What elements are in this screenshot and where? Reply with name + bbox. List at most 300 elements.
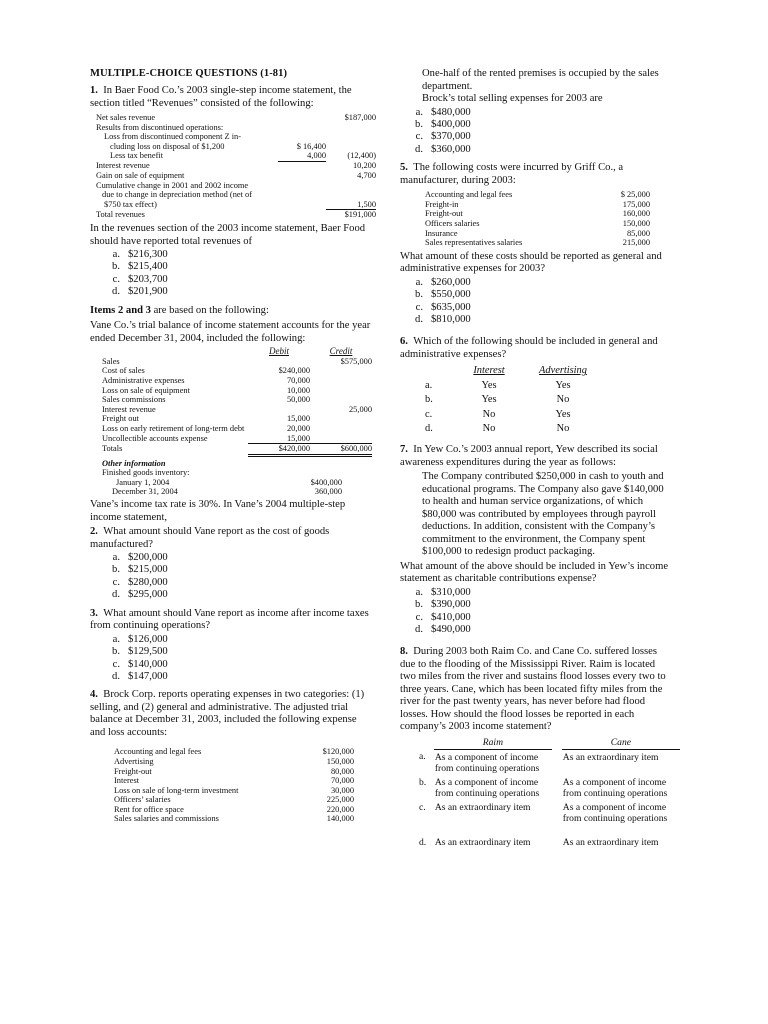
question-number: 7. (400, 444, 408, 456)
table-row (424, 379, 604, 393)
question-7-text (400, 444, 672, 469)
row-amount (278, 161, 326, 171)
brock-question: Brock’s total selling expenses for 2003 are (422, 93, 603, 104)
question-stem: Brock Corp. reports operating expenses in two categories: (1) selling, and (2) general and administrative. The adjusted trial balance at December 31, 2003, included the following expense and loss accounts: (90, 689, 365, 738)
answer-option (400, 314, 672, 326)
inventory-table (102, 478, 342, 497)
cane-answer: As an extraordinary item (562, 836, 659, 848)
row-amount: 4,000 (278, 151, 326, 161)
other-info-label: Other information (102, 458, 166, 468)
question-2-text (90, 526, 372, 551)
inventory-date: December 31, 2004 (112, 487, 178, 497)
question-number: 3. (90, 607, 98, 619)
answer-option (400, 144, 672, 156)
row-amount (278, 113, 326, 123)
table-row (102, 395, 372, 405)
option-text: $550,000 (431, 289, 471, 301)
expense-label: Interest (114, 776, 140, 786)
credit-value (310, 376, 372, 386)
advertising-answer: No (556, 422, 570, 434)
question-number: 2. (90, 526, 98, 538)
row-label: Loss on early retirement of long-term debt (102, 423, 245, 433)
brock-continuation-text: One-half of the rented premises is occupied by the sales department. (422, 68, 659, 92)
answer-option (400, 107, 672, 119)
debit-value: $240,000 (278, 366, 310, 376)
table-row (102, 478, 342, 488)
advertising-answer: Yes (555, 379, 571, 391)
expense-value: 140,000 (326, 814, 354, 824)
credit-value (310, 414, 372, 424)
row-label: Sales (102, 356, 120, 366)
table-row (424, 393, 604, 407)
cost-value: 215,000 (622, 238, 650, 248)
spacer (552, 800, 562, 825)
debit-value: 20,000 (286, 423, 310, 433)
option-text: $147,000 (128, 670, 168, 682)
option-letter: b. (415, 599, 423, 611)
answer-option (400, 289, 672, 301)
table-row (96, 132, 376, 142)
inventory-value: $400,000 (310, 477, 342, 487)
option-letter: a. (419, 751, 426, 763)
row-label: Uncollectible accounts expense (102, 433, 208, 443)
credit-value (310, 434, 372, 444)
credit-value (310, 386, 372, 396)
table-row (425, 229, 650, 239)
table-row (102, 444, 372, 456)
answer-option (90, 646, 372, 658)
option-letter: d. (419, 836, 427, 848)
row-amount (278, 132, 326, 142)
table-row (425, 190, 650, 200)
answer-option (400, 587, 672, 599)
yew-quote: The Company contributed $250,000 in cash to youth and educational programs. The Company also gave $140,000 to health and human service organizations, of which $80,000 was contributed by employees through payroll deductions. In addition, consistent with the Company’s commitment to the environment, the Company spent $100,000 to redesign product packaging. (422, 471, 664, 558)
option-letter: d. (112, 286, 120, 298)
option-text: $129,500 (128, 646, 168, 658)
option-text: $216,300 (128, 249, 168, 261)
table-row (96, 142, 376, 152)
cost-label: Freight-out (425, 209, 463, 219)
spacer (552, 825, 562, 849)
option-letter: a. (112, 552, 120, 564)
spacer (552, 749, 562, 775)
answer-option (400, 119, 672, 131)
question-stem: During 2003 both Raim Co. and Cane Co. suffered losses due to the flooding of the Mississippi River. Raim is located two miles from the river and sustains flood losses every two to three years. Cane, which has been located fifty miles from the river for the past twenty years, has never before had flood losses. How should the flood losses be reported in each company’s 2003 income statement? (400, 646, 666, 733)
option-text: $203,700 (128, 273, 168, 285)
table-row (96, 151, 376, 161)
row-label: Interest revenue (102, 404, 156, 414)
question-5-prompt: What amount of these costs should be reported as general and administrative expenses for 2003? (400, 250, 662, 275)
table-row (424, 422, 604, 436)
row-total: 4,700 (357, 171, 376, 181)
credit-value: $575,000 (340, 356, 372, 366)
question-6-text (400, 336, 672, 361)
table-row (96, 123, 376, 133)
option-letter: a. (415, 276, 423, 288)
option-text: $215,400 (128, 261, 168, 273)
items-intro-bold: Items 2 and 3 (90, 304, 151, 316)
row-total: (12,400) (347, 151, 376, 161)
option-letter: d. (425, 422, 433, 434)
griff-costs-table (425, 190, 650, 248)
table-row (102, 414, 372, 424)
expense-value: 225,000 (326, 795, 354, 805)
table-row (418, 800, 680, 825)
credit-value (310, 424, 372, 434)
left-column (90, 68, 376, 824)
answer-option (400, 612, 672, 624)
table-row (418, 775, 680, 800)
option-text: $310,000 (431, 586, 471, 598)
brock-expense-table (114, 747, 354, 824)
table-row (425, 200, 650, 210)
expense-value: 30,000 (330, 785, 354, 795)
row-amount (278, 123, 326, 133)
row-label: Results from discontinued operations: (96, 122, 224, 132)
expense-label: Advertising (114, 756, 154, 766)
table-row (96, 190, 376, 200)
question-1-options (90, 249, 372, 299)
table-row (114, 786, 354, 796)
cost-label: Accounting and legal fees (425, 190, 513, 200)
option-letter: c. (425, 408, 433, 420)
option-letter: d. (415, 143, 423, 155)
answer-option (400, 277, 672, 289)
interest-answer: Yes (481, 379, 497, 391)
cost-value: $ 25,000 (620, 190, 650, 200)
question-7-options (400, 587, 672, 637)
option-letter: b. (419, 776, 427, 788)
cane-header: Cane (562, 736, 680, 750)
table-row (114, 767, 354, 777)
row-label: due to change in depreciation method (net of (102, 190, 252, 200)
cane-answer: As a component of income from continuing operations (562, 801, 668, 824)
answer-option (90, 274, 372, 286)
row-label: Total revenues (96, 209, 145, 219)
debit-value: 70,000 (286, 375, 310, 385)
credit-value: $600,000 (310, 444, 372, 456)
row-label: Gain on sale of equipment (96, 171, 185, 181)
option-text: $390,000 (431, 599, 471, 611)
cost-label: Sales representatives salaries (425, 238, 523, 248)
row-total: $187,000 (344, 113, 376, 122)
debit-value: 15,000 (248, 434, 310, 444)
cost-label: Officers salaries (425, 218, 480, 228)
debit-value (248, 405, 310, 415)
table-row (114, 805, 354, 815)
option-letter: c. (112, 658, 120, 670)
question-5-options (400, 277, 672, 327)
row-total: 1,500 (326, 200, 376, 210)
answer-option (90, 659, 372, 671)
debit-value: 15,000 (286, 414, 310, 424)
row-amount (278, 190, 326, 200)
debit-value (248, 357, 310, 367)
expense-value: 70,000 (330, 776, 354, 786)
option-letter: c. (112, 576, 120, 588)
answer-option (90, 589, 372, 601)
question-stem: In Yew Co.’s 2003 annual report, Yew described its social awareness expenditures during the year as follows: (400, 444, 658, 468)
option-letter: a. (415, 106, 423, 118)
cane-answer: As an extraordinary item (562, 751, 659, 763)
table-row (96, 200, 376, 210)
vane-tax-text: Vane’s income tax rate is 30%. In Vane’s 2004 multiple-step income statement, (90, 499, 346, 523)
option-letter: b. (112, 646, 120, 658)
credit-header: Credit (329, 346, 353, 357)
row-amount (278, 210, 326, 220)
option-text: $215,000 (128, 564, 168, 576)
spacer (552, 775, 562, 800)
credit-value: 25,000 (348, 404, 372, 414)
cost-value: 150,000 (622, 218, 650, 228)
answer-option (90, 286, 372, 298)
table-row (425, 238, 650, 248)
question-stem: What amount should Vane report as the cost of goods manufactured? (90, 526, 330, 550)
row-label: Cost of sales (102, 366, 145, 376)
table-row (418, 749, 680, 775)
table-row (102, 487, 342, 497)
question-number: 8. (400, 646, 408, 658)
answer-option (90, 577, 372, 589)
option-letter: d. (415, 624, 423, 636)
question-8-text (400, 646, 672, 734)
option-letter: c. (415, 131, 423, 143)
row-label: Cumulative change in 2001 and 2002 income (96, 180, 249, 190)
option-letter: b. (112, 261, 120, 273)
option-text: $635,000 (431, 301, 471, 313)
row-amount (278, 200, 326, 210)
row-amount (278, 171, 326, 181)
question-8-grid (418, 736, 680, 849)
table-row (114, 814, 354, 824)
question-stem: The following costs were incurred by Griff Co., a manufacturer, during 2003: (400, 162, 624, 186)
row-total (326, 190, 376, 200)
table-row (418, 825, 680, 849)
table-row (102, 376, 372, 386)
question-3-text (90, 608, 372, 633)
table-row (96, 181, 376, 191)
row-amount (278, 181, 326, 191)
question-7-prompt: What amount of the above should be included in Yew’s income statement as charitable contributions expense? (400, 560, 669, 585)
row-label: Net sales revenue (96, 113, 156, 122)
expense-label: Officers’ salaries (114, 795, 171, 805)
section-heading: MULTIPLE-CHOICE QUESTIONS (1-81) (90, 68, 288, 79)
option-text: $370,000 (431, 131, 471, 143)
row-total (326, 132, 376, 142)
question-number: 5. (400, 162, 408, 174)
table-row (114, 795, 354, 805)
option-letter: b. (112, 564, 120, 576)
answer-option (90, 564, 372, 576)
row-label: Totals (102, 443, 123, 453)
advertising-answer: Yes (555, 408, 571, 420)
option-letter: c. (415, 301, 423, 313)
interest-answer: Yes (481, 394, 497, 406)
cost-label: Insurance (425, 228, 458, 238)
option-text: $201,900 (128, 286, 168, 298)
question-2-options (90, 552, 372, 602)
option-text: $810,000 (431, 313, 471, 325)
expense-label: Rent for office space (114, 804, 184, 814)
question-5-text (400, 162, 672, 187)
question-4-text (90, 689, 372, 739)
expense-label: Loss on sale of long-term investment (114, 785, 239, 795)
row-label: Loss from discontinued component Z in- (104, 132, 242, 142)
table-row (102, 434, 372, 444)
table-row (102, 366, 372, 376)
question-1-text (90, 85, 372, 110)
interest-answer: No (482, 408, 496, 420)
question-3-options (90, 634, 372, 684)
right-column (400, 68, 672, 849)
interest-answer: No (482, 422, 496, 434)
table-row (114, 757, 354, 767)
answer-option (400, 131, 672, 143)
option-text: $260,000 (431, 276, 471, 288)
row-total: $191,000 (344, 210, 376, 220)
option-text: $280,000 (128, 576, 168, 588)
finished-goods-label: Finished goods inventory: (102, 468, 190, 478)
option-letter: c. (415, 611, 423, 623)
option-text: $295,000 (128, 589, 168, 601)
cost-value: 85,000 (626, 228, 650, 238)
advertising-header: Advertising (539, 365, 587, 377)
table-row (425, 209, 650, 219)
option-text: $140,000 (128, 658, 168, 670)
question-number: 1. (90, 85, 98, 96)
table-row (425, 219, 650, 229)
option-letter: a. (425, 379, 433, 391)
table-row (102, 424, 372, 434)
answer-option (90, 634, 372, 646)
question-number: 6. (400, 336, 408, 348)
question-stem: In Baer Food Co.’s 2003 single-step income statement, the section titled “Revenues” consisted of the following: (90, 85, 352, 109)
option-text: $126,000 (128, 633, 168, 645)
question-1-prompt: In the revenues section of the 2003 income statement, Baer Food should have reported total revenues of (90, 223, 366, 247)
row-label: cluding loss on disposal of $1,200 (110, 141, 225, 151)
expense-label: Accounting and legal fees (114, 747, 202, 757)
row-label: Freight out (102, 414, 139, 424)
option-letter: a. (112, 249, 120, 261)
answer-option (400, 302, 672, 314)
expense-value: 220,000 (326, 804, 354, 814)
inventory-value: 360,000 (314, 487, 342, 497)
row-total (326, 142, 376, 152)
debit-value: $420,000 (248, 444, 310, 456)
debit-header: Debit (269, 346, 289, 357)
option-letter: b. (415, 289, 423, 301)
row-amount: $ 16,400 (296, 141, 326, 151)
option-letter: c. (112, 273, 120, 285)
question-4-options (400, 107, 672, 157)
answer-option (90, 249, 372, 261)
raim-answer: As a component of income from continuing operations (434, 751, 540, 774)
option-letter: d. (415, 313, 423, 325)
cost-value: 175,000 (622, 199, 650, 209)
row-label: Sales commissions (102, 395, 166, 405)
cost-value: 160,000 (622, 209, 650, 219)
option-letter: b. (415, 118, 423, 130)
answer-option (90, 671, 372, 683)
expense-value: $120,000 (322, 747, 354, 757)
debit-value: 50,000 (286, 395, 310, 405)
answer-option (400, 624, 672, 636)
advertising-answer: No (556, 394, 570, 406)
table-row (102, 405, 372, 415)
option-text: $480,000 (431, 106, 471, 118)
expense-label: Sales salaries and commissions (114, 814, 219, 824)
row-label: $750 tax effect) (104, 199, 157, 209)
option-letter: d. (112, 670, 120, 682)
table-row (96, 113, 376, 123)
vane-intro-text: Vane Co.’s trial balance of income statement accounts for the year ended December 31, 2004, included the following: (90, 320, 371, 344)
option-text: $490,000 (431, 624, 471, 636)
raim-answer: As an extraordinary item (434, 801, 531, 813)
row-total: 10,200 (352, 161, 376, 171)
option-text: $400,000 (431, 118, 471, 130)
table-row (424, 408, 604, 422)
row-total (326, 181, 376, 191)
question-number: 4. (90, 689, 98, 701)
option-text: $410,000 (431, 611, 471, 623)
expense-value: 80,000 (330, 766, 354, 776)
answer-option (400, 599, 672, 611)
option-text: $360,000 (431, 143, 471, 155)
option-letter: d. (112, 589, 120, 601)
cost-label: Freight-in (425, 199, 459, 209)
items-intro-rest: are based on the following: (150, 304, 269, 316)
table-row (114, 747, 354, 757)
table-row (96, 171, 376, 181)
raim-header: Raim (434, 736, 552, 750)
option-letter: a. (112, 633, 120, 645)
baer-revenues-table (96, 113, 376, 220)
table-row (96, 210, 376, 220)
items-2-3-intro (90, 305, 372, 318)
table-row (96, 161, 376, 171)
expense-value: 150,000 (326, 756, 354, 766)
row-label: Loss on sale of equipment (102, 385, 190, 395)
raim-answer: As a component of income from continuing operations (434, 776, 540, 799)
credit-value (310, 395, 372, 405)
table-row (114, 776, 354, 786)
answer-option (90, 552, 372, 564)
question-6-grid (424, 364, 604, 436)
debit-value: 10,000 (286, 385, 310, 395)
raim-answer: As an extraordinary item (434, 836, 531, 848)
option-letter: a. (415, 586, 423, 598)
question-stem: Which of the following should be included in general and administrative expenses? (400, 336, 658, 360)
inventory-date: January 1, 2004 (116, 477, 170, 487)
credit-value (310, 366, 372, 376)
answer-option (90, 261, 372, 273)
expense-label: Freight-out (114, 766, 152, 776)
table-row (102, 386, 372, 396)
table-row (102, 357, 372, 367)
interest-header: Interest (473, 365, 505, 377)
cane-answer: As a component of income from continuing operations (562, 776, 668, 799)
vane-trial-balance-table (102, 347, 372, 457)
option-letter: b. (425, 394, 433, 406)
row-total (326, 123, 376, 133)
option-letter: c. (419, 801, 426, 813)
row-label: Administrative expenses (102, 375, 185, 385)
row-label: Less tax benefit (110, 151, 164, 161)
question-stem: What amount should Vane report as income after income taxes from continuing operations? (90, 607, 369, 632)
option-text: $200,000 (128, 552, 168, 564)
row-label: Interest revenue (96, 161, 150, 171)
other-info-block (102, 459, 342, 497)
